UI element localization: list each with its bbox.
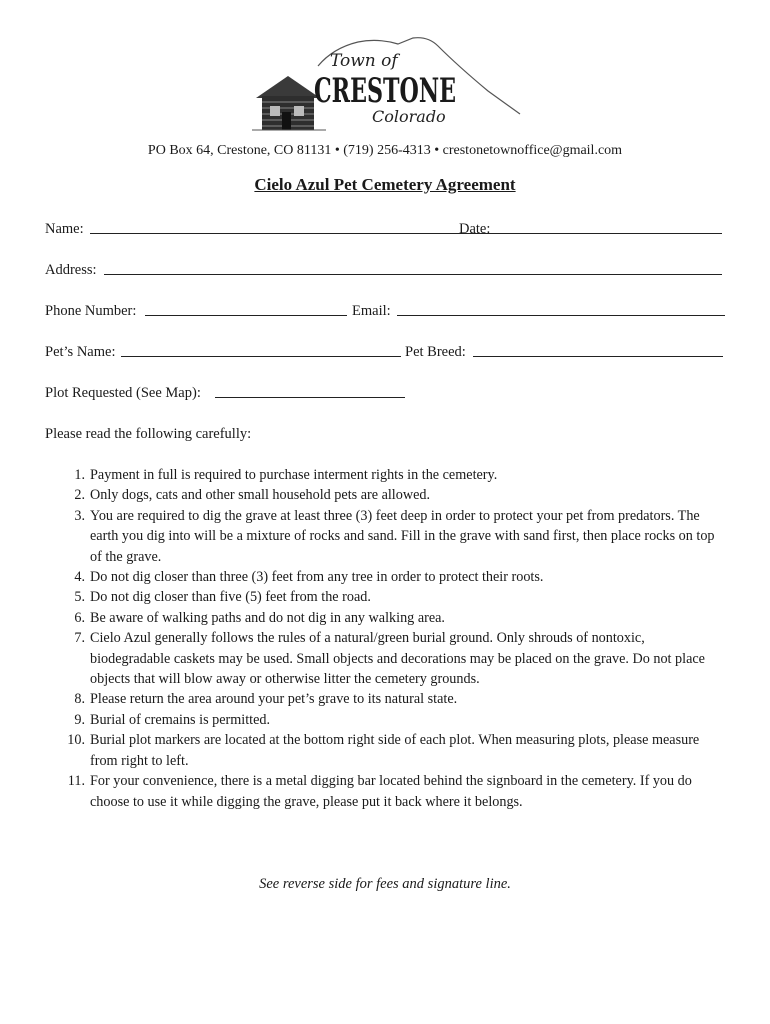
page-title: Cielo Azul Pet Cemetery Agreement bbox=[254, 175, 516, 194]
list-item-number: 5. bbox=[74, 589, 85, 606]
list-item-number: 9. bbox=[74, 711, 85, 728]
name-label: Name: bbox=[45, 221, 84, 237]
phone-label: Phone Number: bbox=[45, 303, 137, 319]
date-label: Date: bbox=[459, 221, 491, 237]
logo-name-text: CRESTONE bbox=[314, 71, 456, 111]
list-item-number: 10. bbox=[67, 732, 85, 749]
plot-label: Plot Requested (See Map): bbox=[45, 385, 201, 401]
plot-field[interactable] bbox=[215, 397, 405, 398]
list-item-number: 1. bbox=[74, 467, 85, 483]
list-item bbox=[45, 465, 725, 485]
rules-list bbox=[45, 465, 725, 812]
list-item-text: Cielo Azul generally follows the rules of a natural/green burial ground. Only shrouds of nontoxic, biodegradable caskets may be used. Small objects and decorations may be placed on the grave. Do not place objects that will blow away or otherwise litter the cemetery grounds. bbox=[90, 630, 705, 688]
form-row-phone bbox=[45, 301, 725, 321]
phone-field[interactable] bbox=[145, 315, 347, 316]
list-item bbox=[45, 710, 725, 730]
list-item-number: 7. bbox=[74, 630, 85, 647]
pet-name-field[interactable] bbox=[121, 356, 401, 357]
name-field[interactable] bbox=[90, 233, 498, 234]
logo-town-of-text: Town of bbox=[330, 51, 398, 71]
list-item-number: 6. bbox=[74, 609, 85, 626]
pet-name-label: Pet’s Name: bbox=[45, 344, 116, 360]
list-item-text: Do not dig closer than three (3) feet from any tree in order to protect their roots. bbox=[90, 569, 544, 586]
form-row-pet bbox=[45, 342, 725, 362]
list-item bbox=[45, 506, 725, 567]
list-item-text: Please return the area around your pet’s grave to its natural state. bbox=[90, 691, 458, 708]
logo-state-text: Colorado bbox=[372, 107, 446, 126]
list-item-text: You are required to dig the grave at least three (3) feet deep in order to protect your pet from predators. The earth you dig into will be a mixture of rocks and sand. Fill in the grave with sand first, then place rocks on top of the grave. bbox=[90, 507, 715, 565]
list-item-text: Burial of cremains is permitted. bbox=[90, 711, 271, 728]
list-item bbox=[45, 567, 725, 587]
list-item bbox=[45, 689, 725, 709]
list-item-text: For your convenience, there is a metal digging bar located behind the signboard in the cemetery. If you do choose to use it while digging the grave, please put it back where it belongs. bbox=[90, 773, 692, 810]
date-field[interactable] bbox=[496, 233, 722, 234]
list-item-number: 11. bbox=[67, 773, 85, 790]
list-item bbox=[45, 771, 725, 812]
list-item-number: 4. bbox=[74, 569, 85, 586]
pet-breed-field[interactable] bbox=[473, 356, 723, 357]
address-field[interactable] bbox=[104, 274, 722, 275]
list-item bbox=[45, 587, 725, 607]
address-label: Address: bbox=[45, 262, 97, 278]
list-item bbox=[45, 730, 725, 771]
list-item-number: 2. bbox=[74, 487, 85, 504]
list-item-text: Do not dig closer than five (5) feet from the road. bbox=[90, 589, 371, 606]
list-item bbox=[45, 608, 725, 628]
form-row-address bbox=[45, 260, 725, 280]
form-row-plot bbox=[45, 383, 725, 403]
list-item-text: Payment in full is required to purchase interment rights in the cemetery. bbox=[90, 467, 498, 483]
form-row-name bbox=[45, 219, 725, 239]
contact-info: PO Box 64, Crestone, CO 81131 • (719) 256-4313 • crestonetownoffice@gmail.com bbox=[147, 143, 623, 158]
email-label: Email: bbox=[352, 303, 391, 319]
town-logo bbox=[248, 36, 523, 136]
list-item-number: 3. bbox=[74, 507, 85, 524]
list-item-number: 8. bbox=[74, 691, 85, 708]
instructions-intro: Please read the following carefully: bbox=[45, 426, 252, 442]
list-item-text: Burial plot markers are located at the bottom right side of each plot. When measuring plots, please measure from right to left. bbox=[90, 732, 700, 769]
crestone-logo-icon bbox=[248, 36, 523, 136]
reverse-side-note: See reverse side for fees and signature line. bbox=[259, 876, 511, 892]
list-item-text: Only dogs, cats and other small household pets are allowed. bbox=[90, 487, 431, 504]
email-field[interactable] bbox=[397, 315, 725, 316]
list-item bbox=[45, 485, 725, 505]
list-item-text: Be aware of walking paths and do not dig in any walking area. bbox=[90, 609, 445, 626]
list-item bbox=[45, 628, 725, 689]
pet-breed-label: Pet Breed: bbox=[405, 344, 466, 360]
